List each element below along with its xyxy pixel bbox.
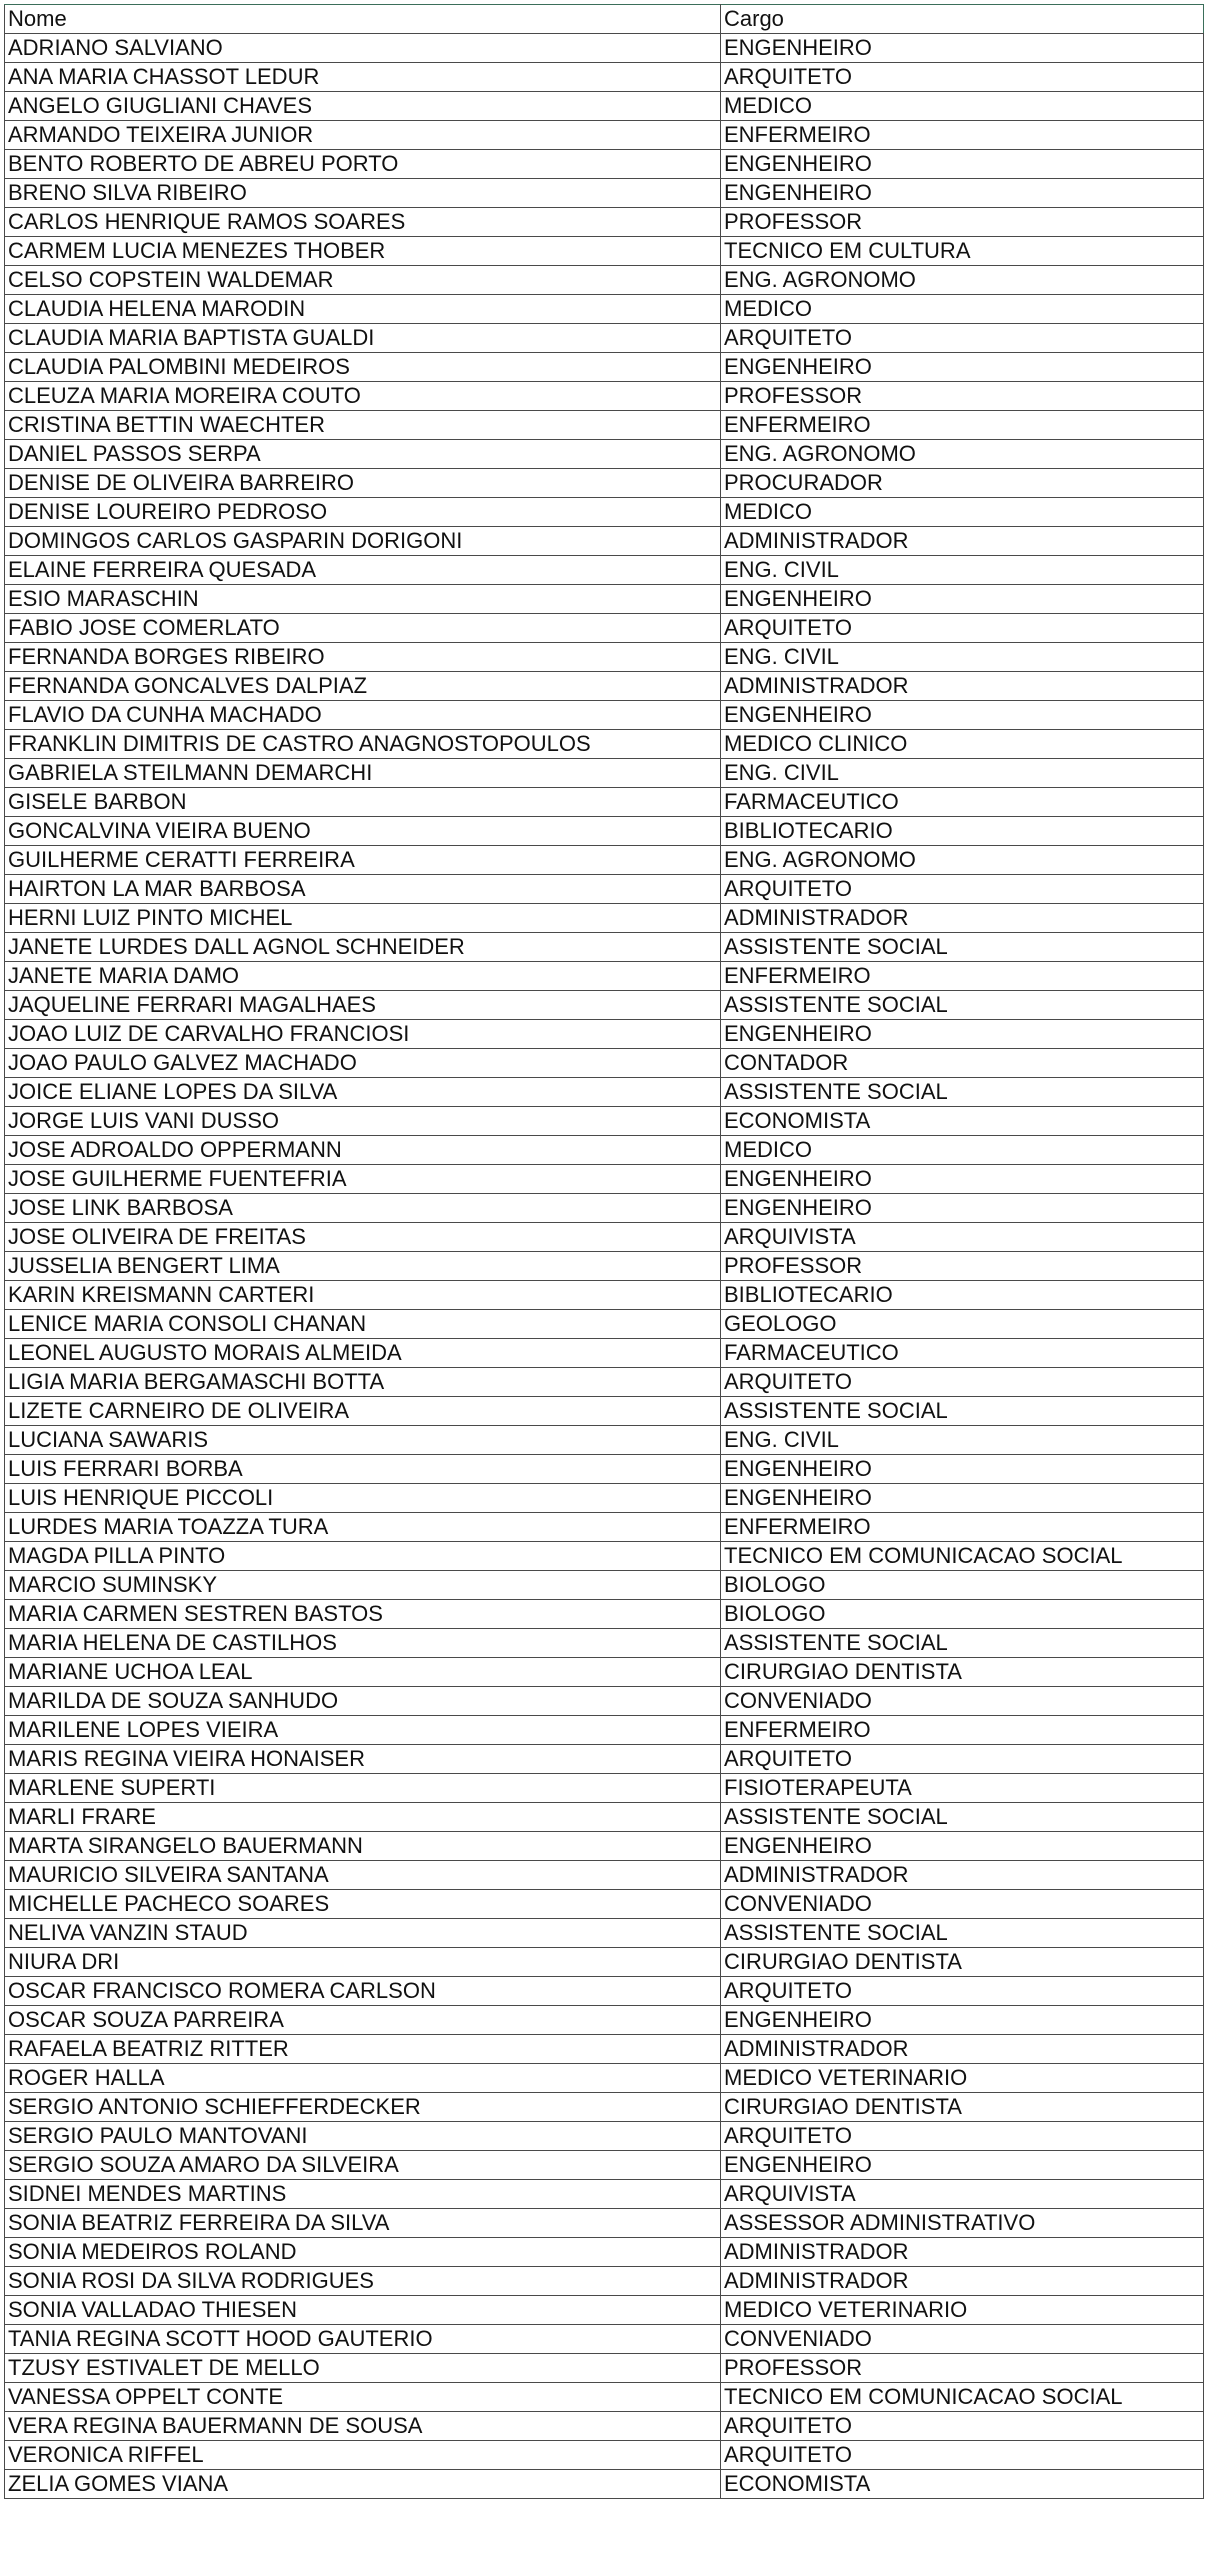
cell-nome[interactable]: GUILHERME CERATTI FERREIRA [5, 846, 721, 875]
cell-nome[interactable]: MARILDA DE SOUZA SANHUDO [5, 1687, 721, 1716]
cell-cargo[interactable]: ASSISTENTE SOCIAL [721, 1078, 1204, 1107]
table-row [5, 1977, 1204, 2006]
cell-nome[interactable]: MARIANE UCHOA LEAL [5, 1658, 721, 1687]
cell-cargo[interactable]: ARQUIVISTA [721, 1223, 1204, 1252]
cell-cargo[interactable]: ARQUITETO [721, 614, 1204, 643]
cell-cargo[interactable]: CIRURGIAO DENTISTA [721, 1658, 1204, 1687]
cell-cargo[interactable]: MEDICO VETERINARIO [721, 2064, 1204, 2093]
table-row [5, 2325, 1204, 2354]
cell-nome[interactable]: MARTA SIRANGELO BAUERMANN [5, 1832, 721, 1861]
column-header-nome[interactable]: Nome [5, 5, 721, 34]
table-row [5, 2296, 1204, 2325]
cell-cargo[interactable]: ADMINISTRADOR [721, 904, 1204, 933]
cell-nome[interactable]: RAFAELA BEATRIZ RITTER [5, 2035, 721, 2064]
cell-cargo[interactable]: PROCURADOR [721, 469, 1204, 498]
table-row [5, 1049, 1204, 1078]
cell-cargo[interactable]: CONVENIADO [721, 1890, 1204, 1919]
cell-nome[interactable]: ROGER HALLA [5, 2064, 721, 2093]
cell-cargo[interactable]: ENG. CIVIL [721, 556, 1204, 585]
cell-cargo[interactable]: ENG. AGRONOMO [721, 846, 1204, 875]
table-row [5, 2209, 1204, 2238]
cell-nome[interactable]: CARLOS HENRIQUE RAMOS SOARES [5, 208, 721, 237]
table-row [5, 1078, 1204, 1107]
table-row [5, 1455, 1204, 1484]
table-row [5, 1629, 1204, 1658]
table-row [5, 1281, 1204, 1310]
cell-nome[interactable]: FLAVIO DA CUNHA MACHADO [5, 701, 721, 730]
cell-cargo[interactable]: ENG. CIVIL [721, 643, 1204, 672]
table-row [5, 846, 1204, 875]
cell-nome[interactable]: SONIA MEDEIROS ROLAND [5, 2238, 721, 2267]
cell-cargo[interactable]: MEDICO [721, 92, 1204, 121]
table-row [5, 1745, 1204, 1774]
cell-cargo[interactable]: ASSISTENTE SOCIAL [721, 1397, 1204, 1426]
cell-nome[interactable]: MAGDA PILLA PINTO [5, 1542, 721, 1571]
cell-nome[interactable]: FERNANDA GONCALVES DALPIAZ [5, 672, 721, 701]
cell-nome[interactable]: ANGELO GIUGLIANI CHAVES [5, 92, 721, 121]
cell-cargo[interactable]: ASSISTENTE SOCIAL [721, 1919, 1204, 1948]
table-row [5, 1861, 1204, 1890]
cell-nome[interactable]: HAIRTON LA MAR BARBOSA [5, 875, 721, 904]
cell-nome[interactable]: SIDNEI MENDES MARTINS [5, 2180, 721, 2209]
table-row [5, 962, 1204, 991]
table-row [5, 1803, 1204, 1832]
table-row [5, 266, 1204, 295]
table-row [5, 672, 1204, 701]
cell-cargo[interactable]: ENFERMEIRO [721, 962, 1204, 991]
table-row [5, 1223, 1204, 1252]
cell-nome[interactable]: JOAO LUIZ DE CARVALHO FRANCIOSI [5, 1020, 721, 1049]
table-row [5, 933, 1204, 962]
table-row [5, 643, 1204, 672]
cell-cargo[interactable]: ASSESSOR ADMINISTRATIVO [721, 2209, 1204, 2238]
cell-cargo[interactable]: TECNICO EM COMUNICACAO SOCIAL [721, 1542, 1204, 1571]
cell-nome[interactable]: MARIA HELENA DE CASTILHOS [5, 1629, 721, 1658]
cell-cargo[interactable]: ARQUITETO [721, 1977, 1204, 2006]
cell-cargo[interactable]: MEDICO [721, 1136, 1204, 1165]
cell-cargo[interactable]: PROFESSOR [721, 382, 1204, 411]
cell-nome[interactable]: OSCAR SOUZA PARREIRA [5, 2006, 721, 2035]
table-row [5, 2238, 1204, 2267]
cell-nome[interactable]: JOAO PAULO GALVEZ MACHADO [5, 1049, 721, 1078]
table-row [5, 2412, 1204, 2441]
cell-nome[interactable]: JOICE ELIANE LOPES DA SILVA [5, 1078, 721, 1107]
cell-cargo[interactable]: ENGENHEIRO [721, 150, 1204, 179]
cell-cargo[interactable]: GEOLOGO [721, 1310, 1204, 1339]
cell-cargo[interactable]: CONTADOR [721, 1049, 1204, 1078]
cell-cargo[interactable]: BIOLOGO [721, 1571, 1204, 1600]
cell-nome[interactable]: SONIA BEATRIZ FERREIRA DA SILVA [5, 2209, 721, 2238]
cell-cargo[interactable]: ARQUITETO [721, 1368, 1204, 1397]
cell-cargo[interactable]: ENGENHEIRO [721, 701, 1204, 730]
table-row [5, 498, 1204, 527]
cell-nome[interactable]: LENICE MARIA CONSOLI CHANAN [5, 1310, 721, 1339]
table-row [5, 2383, 1204, 2412]
table-row [5, 1513, 1204, 1542]
cell-nome[interactable]: LEONEL AUGUSTO MORAIS ALMEIDA [5, 1339, 721, 1368]
cell-nome[interactable]: ELAINE FERREIRA QUESADA [5, 556, 721, 585]
cell-cargo[interactable]: ASSISTENTE SOCIAL [721, 991, 1204, 1020]
cell-nome[interactable]: FERNANDA BORGES RIBEIRO [5, 643, 721, 672]
table-row [5, 1890, 1204, 1919]
table-row [5, 585, 1204, 614]
cell-cargo[interactable]: ASSISTENTE SOCIAL [721, 933, 1204, 962]
cell-nome[interactable]: CLAUDIA MARIA BAPTISTA GUALDI [5, 324, 721, 353]
cell-nome[interactable]: JUSSELIA BENGERT LIMA [5, 1252, 721, 1281]
spreadsheet [4, 4, 1203, 2499]
table-row [5, 1832, 1204, 1861]
cell-cargo[interactable]: FISIOTERAPEUTA [721, 1774, 1204, 1803]
table-row [5, 208, 1204, 237]
cell-nome[interactable]: VERONICA RIFFEL [5, 2441, 721, 2470]
cell-nome[interactable]: MARIA CARMEN SESTREN BASTOS [5, 1600, 721, 1629]
cell-cargo[interactable]: ENG. CIVIL [721, 1426, 1204, 1455]
cell-nome[interactable]: LIGIA MARIA BERGAMASCHI BOTTA [5, 1368, 721, 1397]
cell-nome[interactable]: JOSE LINK BARBOSA [5, 1194, 721, 1223]
table-row [5, 121, 1204, 150]
cell-cargo[interactable]: MEDICO CLINICO [721, 730, 1204, 759]
table-row [5, 440, 1204, 469]
table-row [5, 527, 1204, 556]
cell-cargo[interactable]: ARQUITETO [721, 2441, 1204, 2470]
table-row [5, 1948, 1204, 1977]
cell-cargo[interactable]: ENFERMEIRO [721, 1716, 1204, 1745]
table-row [5, 1774, 1204, 1803]
cell-cargo[interactable]: ARQUITETO [721, 324, 1204, 353]
table-row [5, 1020, 1204, 1049]
table-row [5, 1194, 1204, 1223]
table-row [5, 875, 1204, 904]
cell-cargo[interactable]: ADMINISTRADOR [721, 2035, 1204, 2064]
cell-cargo[interactable]: MEDICO VETERINARIO [721, 2296, 1204, 2325]
table-row [5, 179, 1204, 208]
cell-nome[interactable]: JANETE MARIA DAMO [5, 962, 721, 991]
cell-cargo[interactable]: ARQUITETO [721, 875, 1204, 904]
table-row [5, 63, 1204, 92]
table-row [5, 759, 1204, 788]
cell-nome[interactable]: TANIA REGINA SCOTT HOOD GAUTERIO [5, 2325, 721, 2354]
cell-cargo[interactable]: ENGENHEIRO [721, 1832, 1204, 1861]
table-row [5, 1919, 1204, 1948]
cell-nome[interactable]: BENTO ROBERTO DE ABREU PORTO [5, 150, 721, 179]
cell-cargo[interactable]: ENGENHEIRO [721, 353, 1204, 382]
cell-nome[interactable]: DENISE DE OLIVEIRA BARREIRO [5, 469, 721, 498]
cell-nome[interactable]: TZUSY ESTIVALET DE MELLO [5, 2354, 721, 2383]
cell-cargo[interactable]: ADMINISTRADOR [721, 672, 1204, 701]
table-row [5, 1600, 1204, 1629]
cell-cargo[interactable]: TECNICO EM CULTURA [721, 237, 1204, 266]
cell-cargo[interactable]: ENGENHEIRO [721, 1484, 1204, 1513]
cell-cargo[interactable]: CONVENIADO [721, 1687, 1204, 1716]
cell-nome[interactable]: MARILENE LOPES VIEIRA [5, 1716, 721, 1745]
cell-nome[interactable]: SERGIO PAULO MANTOVANI [5, 2122, 721, 2151]
table-row [5, 2267, 1204, 2296]
table-row [5, 1426, 1204, 1455]
cell-nome[interactable]: GISELE BARBON [5, 788, 721, 817]
table-row [5, 556, 1204, 585]
table-row [5, 150, 1204, 179]
cell-cargo[interactable]: MEDICO [721, 295, 1204, 324]
cell-nome[interactable]: MARCIO SUMINSKY [5, 1571, 721, 1600]
cell-cargo[interactable]: PROFESSOR [721, 2354, 1204, 2383]
cell-nome[interactable]: MARIS REGINA VIEIRA HONAISER [5, 1745, 721, 1774]
cell-nome[interactable]: DENISE LOUREIRO PEDROSO [5, 498, 721, 527]
table-row [5, 730, 1204, 759]
cell-cargo[interactable]: ENFERMEIRO [721, 1513, 1204, 1542]
table-row [5, 34, 1204, 63]
cell-cargo[interactable]: ARQUITETO [721, 2122, 1204, 2151]
cell-nome[interactable]: KARIN KREISMANN CARTERI [5, 1281, 721, 1310]
cell-nome[interactable]: LUCIANA SAWARIS [5, 1426, 721, 1455]
cell-cargo[interactable]: ENG. CIVIL [721, 759, 1204, 788]
cell-cargo[interactable]: ENGENHEIRO [721, 2006, 1204, 2035]
cell-cargo[interactable]: PROFESSOR [721, 208, 1204, 237]
table-row [5, 1339, 1204, 1368]
cell-cargo[interactable]: ENFERMEIRO [721, 121, 1204, 150]
table-row [5, 2122, 1204, 2151]
table-row [5, 469, 1204, 498]
cell-nome[interactable]: ZELIA GOMES VIANA [5, 2470, 721, 2499]
cell-cargo[interactable]: BIBLIOTECARIO [721, 817, 1204, 846]
cell-nome[interactable]: JORGE LUIS VANI DUSSO [5, 1107, 721, 1136]
table-row [5, 614, 1204, 643]
cell-cargo[interactable]: FARMACEUTICO [721, 1339, 1204, 1368]
cell-cargo[interactable]: ECONOMISTA [721, 1107, 1204, 1136]
cell-nome[interactable]: CARMEM LUCIA MENEZES THOBER [5, 237, 721, 266]
cell-cargo[interactable]: ENGENHEIRO [721, 1194, 1204, 1223]
cell-cargo[interactable]: CIRURGIAO DENTISTA [721, 2093, 1204, 2122]
table-row [5, 1165, 1204, 1194]
cell-nome[interactable]: ANA MARIA CHASSOT LEDUR [5, 63, 721, 92]
cell-nome[interactable]: SERGIO ANTONIO SCHIEFFERDECKER [5, 2093, 721, 2122]
cell-nome[interactable]: MAURICIO SILVEIRA SANTANA [5, 1861, 721, 1890]
table-row [5, 1368, 1204, 1397]
table-row [5, 701, 1204, 730]
cell-cargo[interactable]: ADMINISTRADOR [721, 527, 1204, 556]
cell-nome[interactable]: CELSO COPSTEIN WALDEMAR [5, 266, 721, 295]
cell-nome[interactable]: ADRIANO SALVIANO [5, 34, 721, 63]
cell-cargo[interactable]: CONVENIADO [721, 2325, 1204, 2354]
cell-cargo[interactable]: ENGENHEIRO [721, 179, 1204, 208]
cell-cargo[interactable]: ADMINISTRADOR [721, 2238, 1204, 2267]
cell-cargo[interactable]: ARQUITETO [721, 1745, 1204, 1774]
cell-cargo[interactable]: MEDICO [721, 498, 1204, 527]
table-row [5, 1136, 1204, 1165]
cell-nome[interactable]: LUIS HENRIQUE PICCOLI [5, 1484, 721, 1513]
cell-cargo[interactable]: ECONOMISTA [721, 2470, 1204, 2499]
table-row [5, 92, 1204, 121]
table-row [5, 353, 1204, 382]
cell-cargo[interactable]: ADMINISTRADOR [721, 1861, 1204, 1890]
cell-nome[interactable]: JOSE GUILHERME FUENTEFRIA [5, 1165, 721, 1194]
cell-cargo[interactable]: PROFESSOR [721, 1252, 1204, 1281]
table-row [5, 2064, 1204, 2093]
table-row [5, 382, 1204, 411]
table-row [5, 411, 1204, 440]
table-row [5, 904, 1204, 933]
cell-nome[interactable]: NIURA DRI [5, 1948, 721, 1977]
table-row [5, 2093, 1204, 2122]
cell-nome[interactable]: CLEUZA MARIA MOREIRA COUTO [5, 382, 721, 411]
cell-nome[interactable]: GABRIELA STEILMANN DEMARCHI [5, 759, 721, 788]
cell-nome[interactable]: VERA REGINA BAUERMANN DE SOUSA [5, 2412, 721, 2441]
cell-nome[interactable]: LUIS FERRARI BORBA [5, 1455, 721, 1484]
table-row [5, 2035, 1204, 2064]
cell-cargo[interactable]: ARQUITETO [721, 2412, 1204, 2441]
cell-nome[interactable]: FABIO JOSE COMERLATO [5, 614, 721, 643]
cell-nome[interactable]: SONIA ROSI DA SILVA RODRIGUES [5, 2267, 721, 2296]
cell-nome[interactable]: ARMANDO TEIXEIRA JUNIOR [5, 121, 721, 150]
table-row [5, 817, 1204, 846]
cell-nome[interactable]: DOMINGOS CARLOS GASPARIN DORIGONI [5, 527, 721, 556]
cell-nome[interactable]: SONIA VALLADAO THIESEN [5, 2296, 721, 2325]
cell-cargo[interactable]: BIBLIOTECARIO [721, 1281, 1204, 1310]
table-body [5, 34, 1204, 2499]
table-row [5, 1484, 1204, 1513]
cell-cargo[interactable]: ARQUIVISTA [721, 2180, 1204, 2209]
cell-nome[interactable]: CLAUDIA PALOMBINI MEDEIROS [5, 353, 721, 382]
cell-nome[interactable]: JANETE LURDES DALL AGNOL SCHNEIDER [5, 933, 721, 962]
table-row [5, 1252, 1204, 1281]
cell-nome[interactable]: MICHELLE PACHECO SOARES [5, 1890, 721, 1919]
table-row [5, 1571, 1204, 1600]
table-header-row [5, 5, 1204, 34]
cell-nome[interactable]: JOSE OLIVEIRA DE FREITAS [5, 1223, 721, 1252]
table-row [5, 237, 1204, 266]
cell-nome[interactable]: DANIEL PASSOS SERPA [5, 440, 721, 469]
cell-cargo[interactable]: ENGENHEIRO [721, 1020, 1204, 1049]
cell-cargo[interactable]: ENGENHEIRO [721, 2151, 1204, 2180]
cell-cargo[interactable]: ASSISTENTE SOCIAL [721, 1803, 1204, 1832]
cell-cargo[interactable]: ENG. AGRONOMO [721, 440, 1204, 469]
cell-nome[interactable]: MARLI FRARE [5, 1803, 721, 1832]
cell-nome[interactable]: CRISTINA BETTIN WAECHTER [5, 411, 721, 440]
cell-nome[interactable]: NELIVA VANZIN STAUD [5, 1919, 721, 1948]
table-row [5, 2470, 1204, 2499]
employee-table [4, 4, 1204, 2499]
cell-nome[interactable]: VANESSA OPPELT CONTE [5, 2383, 721, 2412]
table-row [5, 991, 1204, 1020]
table-row [5, 1542, 1204, 1571]
cell-nome[interactable]: BRENO SILVA RIBEIRO [5, 179, 721, 208]
cell-cargo[interactable]: ENFERMEIRO [721, 411, 1204, 440]
cell-cargo[interactable]: ENGENHEIRO [721, 1455, 1204, 1484]
table-row [5, 324, 1204, 353]
cell-cargo[interactable]: FARMACEUTICO [721, 788, 1204, 817]
cell-cargo[interactable]: ENGENHEIRO [721, 1165, 1204, 1194]
cell-cargo[interactable]: ASSISTENTE SOCIAL [721, 1629, 1204, 1658]
table-row [5, 1658, 1204, 1687]
table-row [5, 2006, 1204, 2035]
cell-cargo[interactable]: CIRURGIAO DENTISTA [721, 1948, 1204, 1977]
cell-cargo[interactable]: ADMINISTRADOR [721, 2267, 1204, 2296]
cell-nome[interactable]: HERNI LUIZ PINTO MICHEL [5, 904, 721, 933]
column-header-cargo[interactable]: Cargo [721, 5, 1204, 34]
cell-nome[interactable]: SERGIO SOUZA AMARO DA SILVEIRA [5, 2151, 721, 2180]
table-row [5, 2151, 1204, 2180]
cell-cargo[interactable]: ENG. AGRONOMO [721, 266, 1204, 295]
cell-cargo[interactable]: BIOLOGO [721, 1600, 1204, 1629]
cell-nome[interactable]: JAQUELINE FERRARI MAGALHAES [5, 991, 721, 1020]
cell-nome[interactable]: FRANKLIN DIMITRIS DE CASTRO ANAGNOSTOPOULOS [5, 730, 721, 759]
table-row [5, 2441, 1204, 2470]
table-row [5, 2354, 1204, 2383]
table-row [5, 1716, 1204, 1745]
table-row [5, 1687, 1204, 1716]
cell-nome[interactable]: OSCAR FRANCISCO ROMERA CARLSON [5, 1977, 721, 2006]
cell-nome[interactable]: CLAUDIA HELENA MARODIN [5, 295, 721, 324]
table-row [5, 2180, 1204, 2209]
table-row [5, 1397, 1204, 1426]
cell-cargo[interactable]: ENGENHEIRO [721, 585, 1204, 614]
cell-nome[interactable]: LURDES MARIA TOAZZA TURA [5, 1513, 721, 1542]
table-row [5, 295, 1204, 324]
cell-cargo[interactable]: ENGENHEIRO [721, 34, 1204, 63]
cell-cargo[interactable]: ARQUITETO [721, 63, 1204, 92]
table-row [5, 788, 1204, 817]
table-row [5, 1310, 1204, 1339]
cell-nome[interactable]: LIZETE CARNEIRO DE OLIVEIRA [5, 1397, 721, 1426]
cell-nome[interactable]: ESIO MARASCHIN [5, 585, 721, 614]
cell-nome[interactable]: GONCALVINA VIEIRA BUENO [5, 817, 721, 846]
cell-nome[interactable]: MARLENE SUPERTI [5, 1774, 721, 1803]
cell-cargo[interactable]: TECNICO EM COMUNICACAO SOCIAL [721, 2383, 1204, 2412]
cell-nome[interactable]: JOSE ADROALDO OPPERMANN [5, 1136, 721, 1165]
table-row [5, 1107, 1204, 1136]
